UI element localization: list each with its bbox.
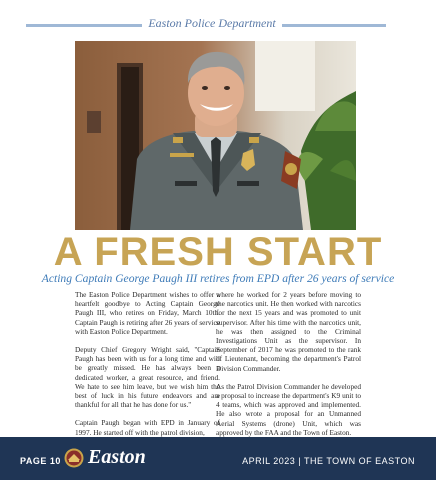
headline: A FRESH START (53, 230, 383, 274)
paragraph: As the Patrol Division Commander he developed a proposal to increase the department's K9 unit to 4 teams, which was approved and implemented. He also wrote a proposal for an Unmanned Aerial Systems (drone) Unit, which was approved by the FAA and the Town of Easton. (216, 381, 361, 437)
article-column-left (75, 290, 220, 446)
easton-logo: Easton (88, 446, 146, 468)
page-footer (0, 437, 436, 480)
department-title: Easton Police Department (148, 16, 276, 30)
header-rule-right (282, 24, 386, 27)
town-seal-icon (64, 448, 84, 468)
issue-info: APRIL 2023 | THE TOWN OF EASTON (242, 456, 415, 466)
page-header (0, 13, 436, 33)
paragraph: Deputy Chief Gregory Wright said, "Captain Paugh has been with us for a long time and will be greatly missed. He has always been a dedicated worker, a great resource, and friend. We hate to see him leave, but we wish him the best of luck in his future endeavors and are thankful for all that he has done for us." (75, 345, 220, 410)
article-column-right (216, 290, 361, 446)
header-rule-left (26, 24, 142, 27)
paragraph: Captain Paugh began with EPD in January of 1997. He started off with the patrol division, (75, 418, 220, 437)
paragraph: where he worked for 2 years before moving to the narcotics unit. He then worked with narcotics for the next 15 years and was promoted to unit supervisor. After his time with the narcotics unit, he was then assigned to the Criminal Investigations Unit as the supervisor. In September of 2017 he was promoted to the rank of Lieutenant, becoming the department's Patrol Division Commander. (216, 290, 361, 373)
subheadline: Acting Captain George Paugh III retires from EPD after 26 years of service (41, 272, 395, 285)
officer-photo (75, 41, 356, 230)
paragraph: The Easton Police Department wishes to offer a heartfelt goodbye to Acting Captain George Paugh III, who retires on Friday, March 10th. Captain Paugh is retiring after 26 years of service with Easton Police Department. (75, 290, 220, 336)
page-number: PAGE 10 (20, 456, 61, 466)
officer-photo-illustration (75, 41, 356, 230)
